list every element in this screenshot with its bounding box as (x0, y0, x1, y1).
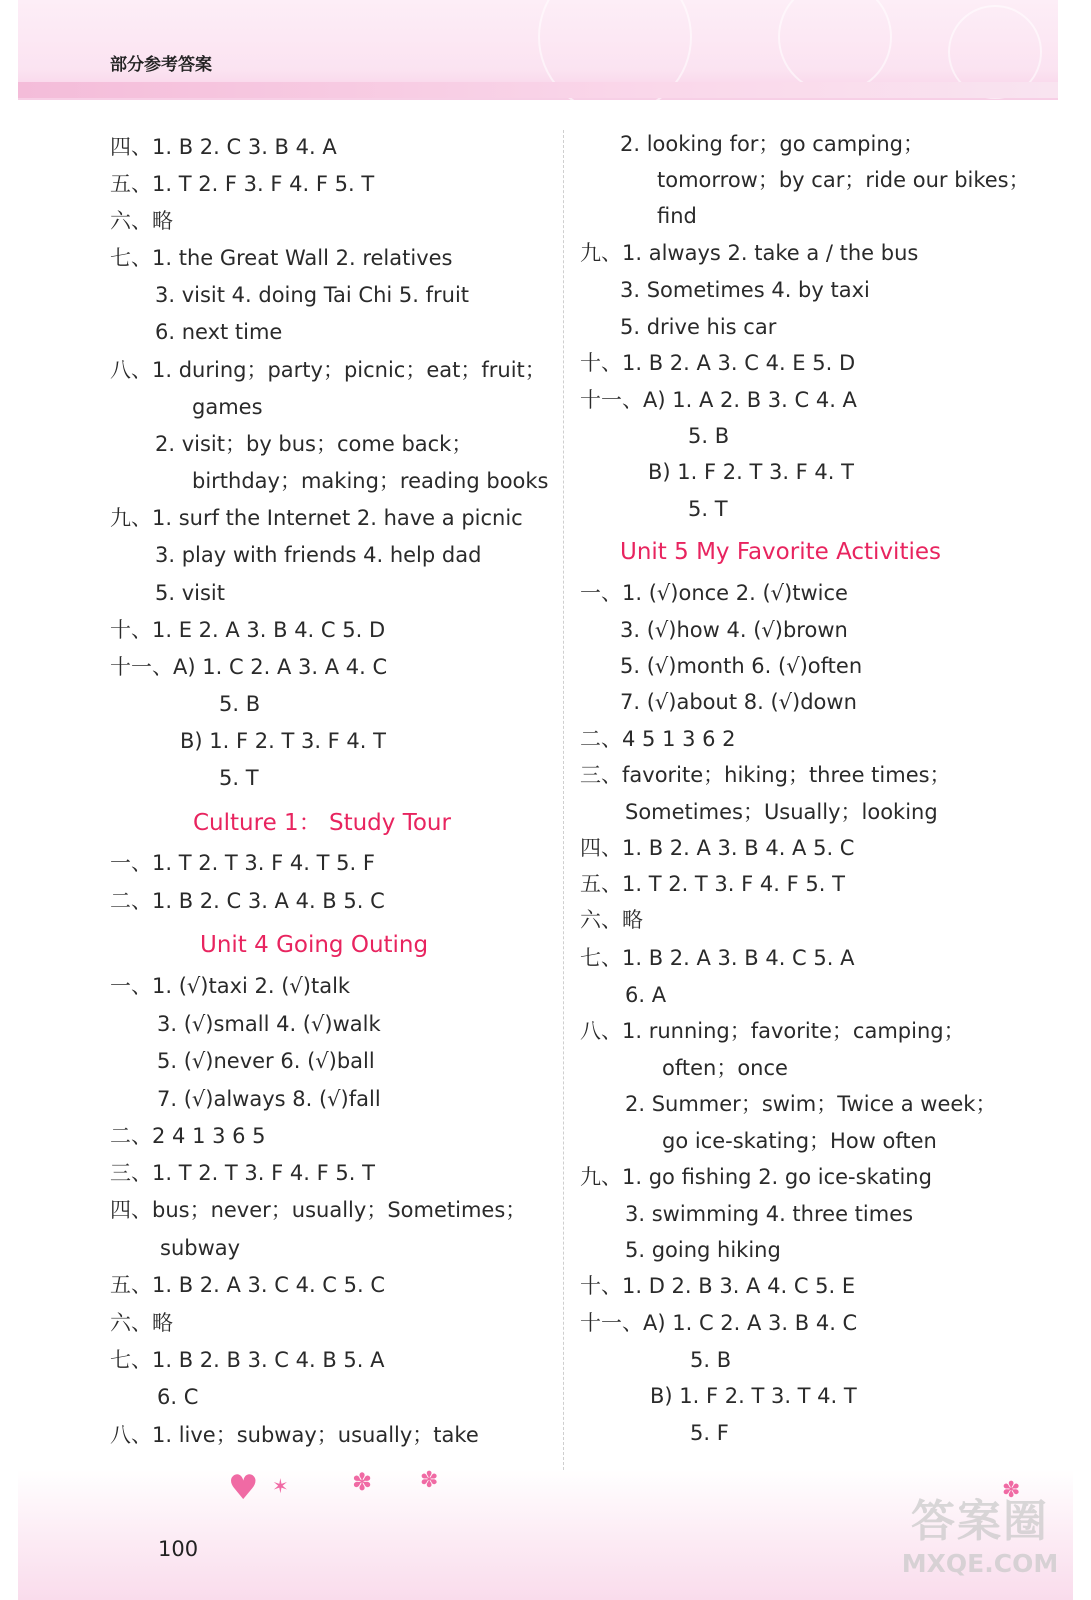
answer-line: 7. (√)about 8. (√)down (620, 690, 857, 714)
header-stripe (18, 82, 1058, 98)
answer-line: 六、略 (110, 1311, 173, 1335)
answer-line: B) 1. F 2. T 3. F 4. T (648, 460, 854, 484)
answer-line: 6. next time (155, 320, 283, 344)
section-heading: Unit 4 Going Outing (200, 932, 429, 958)
answer-line: 六、略 (580, 908, 643, 932)
answer-line: 5. B (219, 692, 261, 716)
page-header-title: 部分参考答案 (110, 55, 212, 75)
answer-line: 二、2 4 1 3 6 5 (110, 1124, 266, 1148)
answer-line: 2. visit；by bus；come back； (155, 432, 473, 456)
watermark-main: 答案圈 (911, 1496, 1049, 1547)
answer-line: 十、1. B 2. A 3. C 4. E 5. D (580, 351, 856, 375)
heart-decoration-icon: ♥ (228, 1468, 259, 1508)
answer-line: 3. play with friends 4. help dad (155, 543, 482, 567)
answer-line: 3. Sometimes 4. by taxi (620, 278, 870, 302)
answer-line: 十、1. E 2. A 3. B 4. C 5. D (110, 618, 386, 642)
answer-line: B) 1. F 2. T 3. F 4. T (180, 729, 386, 753)
answer-line: 七、1. B 2. B 3. C 4. B 5. A (110, 1348, 385, 1372)
watermark-logo (900, 1485, 1060, 1590)
answer-line: 5. drive his car (620, 315, 777, 339)
flower-decoration-icon: ✽ (420, 1468, 439, 1493)
answer-line: 2. looking for；go camping； (620, 132, 924, 156)
answer-line: 九、1. surf the Internet 2. have a picnic (110, 506, 523, 530)
answer-line: 四、1. B 2. C 3. B 4. A (110, 135, 337, 159)
answer-line: 5. (√)month 6. (√)often (620, 654, 863, 678)
answer-line: 3. visit 4. doing Tai Chi 5. fruit (155, 283, 470, 307)
answer-line: 2. Summer；swim；Twice a week； (625, 1092, 997, 1116)
answer-line: 5. F (690, 1421, 729, 1445)
answer-line: 八、1. live；subway；usually；take (110, 1423, 479, 1447)
answer-line: games (192, 395, 263, 419)
section-heading: Unit 5 My Favorite Activities (620, 539, 941, 565)
watermark-site: MXQE.COM (901, 1549, 1059, 1578)
answer-line: 十一、A) 1. C 2. A 3. A 4. C (110, 655, 388, 679)
answer-line: B) 1. F 2. T 3. T 4. T (650, 1384, 857, 1408)
decor-circle (778, 0, 892, 94)
answer-line: 三、1. T 2. T 3. F 4. F 5. T (110, 1161, 375, 1185)
answer-line: 5. B (690, 1348, 732, 1372)
answer-line: 五、1. T 2. T 3. F 4. F 5. T (580, 872, 845, 896)
answer-line: 四、1. B 2. A 3. B 4. A 5. C (580, 836, 855, 860)
answer-line: 十、1. D 2. B 3. A 4. C 5. E (580, 1274, 856, 1298)
answer-line: 二、1. B 2. C 3. A 4. B 5. C (110, 889, 385, 913)
answer-line: 二、4 5 1 3 6 2 (580, 727, 736, 751)
answer-line: 十一、A) 1. A 2. B 3. C 4. A (580, 388, 857, 412)
answer-line: tomorrow；by car；ride our bikes； (657, 168, 1030, 192)
star-decoration-icon: ✶ (272, 1474, 289, 1498)
answer-line: 5. T (688, 497, 728, 521)
answer-line: 一、1. (√)taxi 2. (√)talk (110, 974, 351, 998)
page-number: 100 (158, 1537, 199, 1561)
answer-line: 四、bus；never；usually；Sometimes； (110, 1198, 527, 1222)
answer-line: 六、略 (110, 209, 173, 233)
answer-line: 一、1. (√)once 2. (√)twice (580, 581, 848, 605)
section-heading: Culture 1： Study Tour (193, 810, 451, 836)
answer-line: go ice-skating；How often (662, 1129, 937, 1153)
column-divider (563, 130, 564, 1470)
answer-line: 八、1. running；favorite；camping； (580, 1019, 965, 1043)
answer-line: 七、1. B 2. A 3. B 4. C 5. A (580, 946, 855, 970)
answer-line: 5. T (219, 766, 259, 790)
answer-line: 5. visit (155, 581, 225, 605)
answer-line: 一、1. T 2. T 3. F 4. T 5. F (110, 851, 375, 875)
answer-line: 5. B (688, 424, 730, 448)
answer-line: Sometimes；Usually；looking (625, 800, 938, 824)
answer-line: often；once (662, 1056, 788, 1080)
answer-line: 九、1. always 2. take a / the bus (580, 241, 919, 265)
answer-line: 三、favorite；hiking；three times； (580, 763, 951, 787)
flower-decoration-icon: ✽ (352, 1468, 373, 1496)
answer-line: 五、1. T 2. F 3. F 4. F 5. T (110, 172, 375, 196)
answer-line: 3. swimming 4. three times (625, 1202, 914, 1226)
answer-line: 十一、A) 1. C 2. A 3. B 4. C (580, 1311, 858, 1335)
answer-line: 八、1. during；party；picnic；eat；fruit； (110, 358, 546, 382)
answer-line: 3. (√)small 4. (√)walk (157, 1012, 381, 1036)
answer-line: 五、1. B 2. A 3. C 4. C 5. C (110, 1273, 386, 1297)
answer-line: 3. (√)how 4. (√)brown (620, 618, 848, 642)
answer-line: 6. A (625, 983, 667, 1007)
answer-line: 5. (√)never 6. (√)ball (157, 1049, 375, 1073)
answer-line: birthday；making；reading books (192, 469, 549, 493)
answer-line: 6. C (157, 1385, 199, 1409)
flower-decoration-icon: ✽ (1002, 1478, 1021, 1503)
answer-line: 5. going hiking (625, 1238, 781, 1262)
answer-line: find (657, 204, 697, 228)
answer-line: 九、1. go fishing 2. go ice-skating (580, 1165, 932, 1189)
answer-line: 七、1. the Great Wall 2. relatives (110, 246, 453, 270)
answer-line: subway (160, 1236, 241, 1260)
answer-line: 7. (√)always 8. (√)fall (157, 1087, 381, 1111)
